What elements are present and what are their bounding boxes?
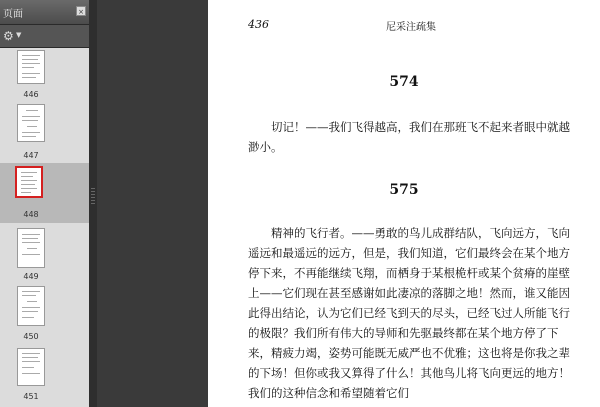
thumbnail-page-448[interactable] [15, 166, 43, 198]
running-head: 尼采注疏集 [386, 22, 436, 33]
sidebar-toolbar [0, 25, 89, 48]
document-pane-background [97, 0, 208, 407]
thumbnail-page-450[interactable] [17, 286, 45, 326]
section-paragraph: 精神的飞行者。——勇敢的鸟儿成群结队，飞向远方，飞向遥远和最遥远的远方，但是，我们知道，它们最终会在某个地方停下来，不再能继续飞翔，而栖身于某根桅杆或某个贫瘠的崖壁上——它们现在甚至感谢如此凄凉的落脚之地！然而，谁又能因此得出结论，认为它们已经飞到天的尽头，已经飞过人所能飞行的极限？我们所有伟大的导师和先驱最终都在某个地方停了下来，精疲力竭，姿势可能既无威严也不优雅；这也将是你我之辈的下场！但你或我又算得了什么！其他鸟儿将飞向更远的地方！我们的这种信念和希望随着它们 [248, 226, 570, 400]
thumbnail-sidebar [0, 0, 89, 407]
section-number: 574 [389, 74, 419, 90]
sidebar-title: 页面 [3, 9, 23, 20]
chevron-down-icon[interactable]: ▼ [16, 31, 22, 39]
thumbnail-label: 451 [23, 392, 39, 401]
thumbnail-label: 450 [23, 332, 39, 341]
sidebar-header [0, 0, 89, 25]
section-number: 575 [389, 182, 419, 198]
section-paragraph: 切记！——我们飞得越高，我们在那班飞不起来者眼中就越渺小。 [248, 120, 570, 154]
thumbnail-label: 446 [23, 90, 39, 99]
close-icon[interactable]: × [76, 6, 86, 16]
page-number: 436 [248, 18, 269, 31]
thumbnail-page-446[interactable] [17, 50, 45, 84]
thumbnail-label: 448 [23, 210, 39, 219]
document-page [208, 0, 600, 407]
splitter-grip-icon[interactable] [91, 188, 95, 204]
gear-icon[interactable]: ⚙ [3, 29, 14, 43]
thumbnail-page-451[interactable] [17, 348, 45, 386]
thumbnail-list[interactable] [0, 48, 89, 407]
thumbnail-label: 449 [23, 272, 39, 281]
thumbnail-page-447[interactable] [17, 104, 45, 142]
thumbnail-page-449[interactable] [17, 228, 45, 268]
thumbnail-label: 447 [23, 151, 39, 160]
